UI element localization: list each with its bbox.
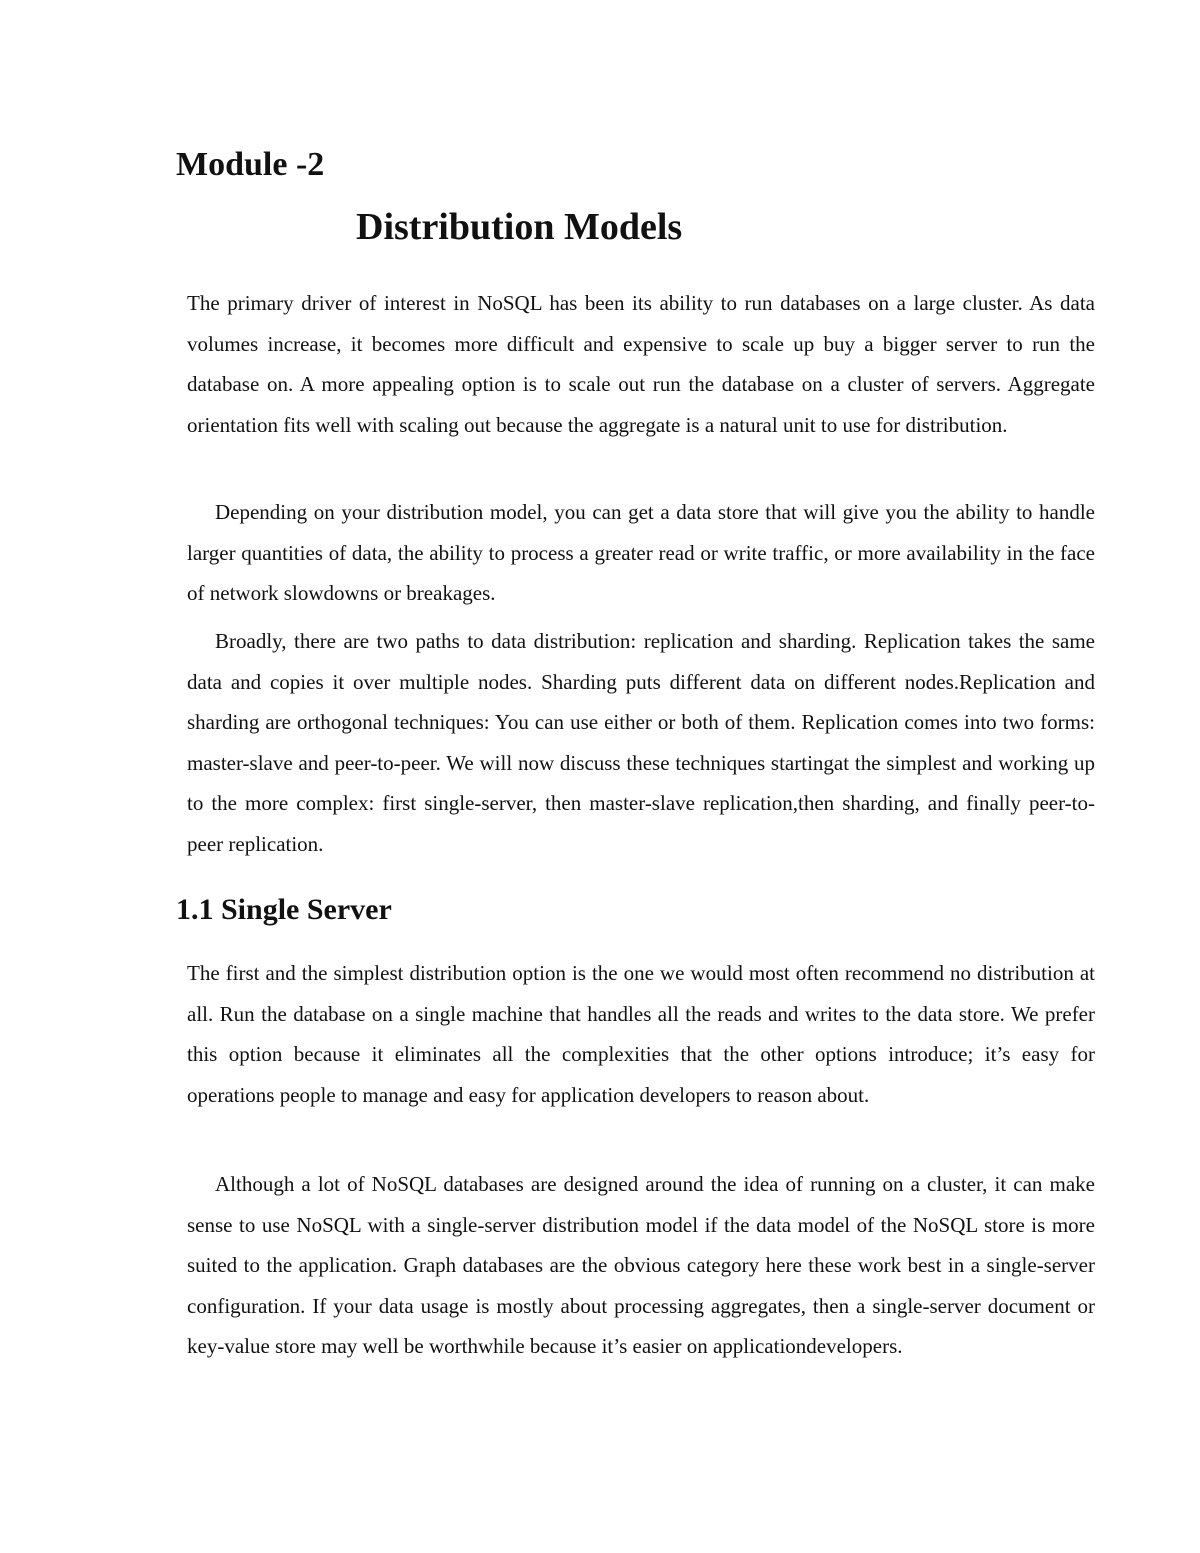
section-paragraph-2: Although a lot of NoSQL databases are designed around the idea of running on a cluster, it can make sense to use NoSQL with a single-server distribution model if the data model of the NoSQL store is more suited to the application. Graph databases are the obvious category here these work best in a single-server configuration. If your data usage is mostly about processing aggregates, then a single-server document or key-value store may well be worthwhile because it’s easier on applicationdevelopers. xyxy=(187,1172,1095,1358)
section-paragraph-1: The first and the simplest distribution option is the one we would most often recommend no distribution at all. Run the database on a single machine that handles all the reads and writes to the data store. We prefer this option because it eliminates all the complexities that the other options introduce; it’s easy for operations people to manage and easy for application developers to reason about. xyxy=(187,961,1095,1107)
module-title: Module -2 xyxy=(176,146,325,183)
intro-paragraph-1: The primary driver of interest in NoSQL has been its ability to run databases on a large cluster. As data volumes increase, it becomes more difficult and expensive to scale up buy a bigger server to run the database on. A more appealing option is to scale out run the database on a cluster of servers. Aggregate orientation fits well with scaling out because the aggregate is a natural unit to use for distribution. xyxy=(187,291,1095,437)
section-heading-single-server: 1.1 Single Server xyxy=(176,893,392,926)
page-title: Distribution Models xyxy=(356,206,683,248)
intro-paragraph-3: Broadly, there are two paths to data distribution: replication and sharding. Replication takes the same data and copies it over multiple nodes. Sharding puts different data on different nodes.Replication and sharding are orthogonal techniques: You can use either or both of them. Replication comes into two forms: master-slave and peer-to-peer. We will now discuss these techniques startingat the simplest and working up to the more complex: first single-server, then master-slave replication,then sharding, and finally peer-to-peer replication. xyxy=(187,629,1095,856)
intro-paragraph-2: Depending on your distribution model, you can get a data store that will give you the ability to handle larger quantities of data, the ability to process a greater read or write traffic, or more availability in the face of network slowdowns or breakages. xyxy=(187,500,1095,605)
